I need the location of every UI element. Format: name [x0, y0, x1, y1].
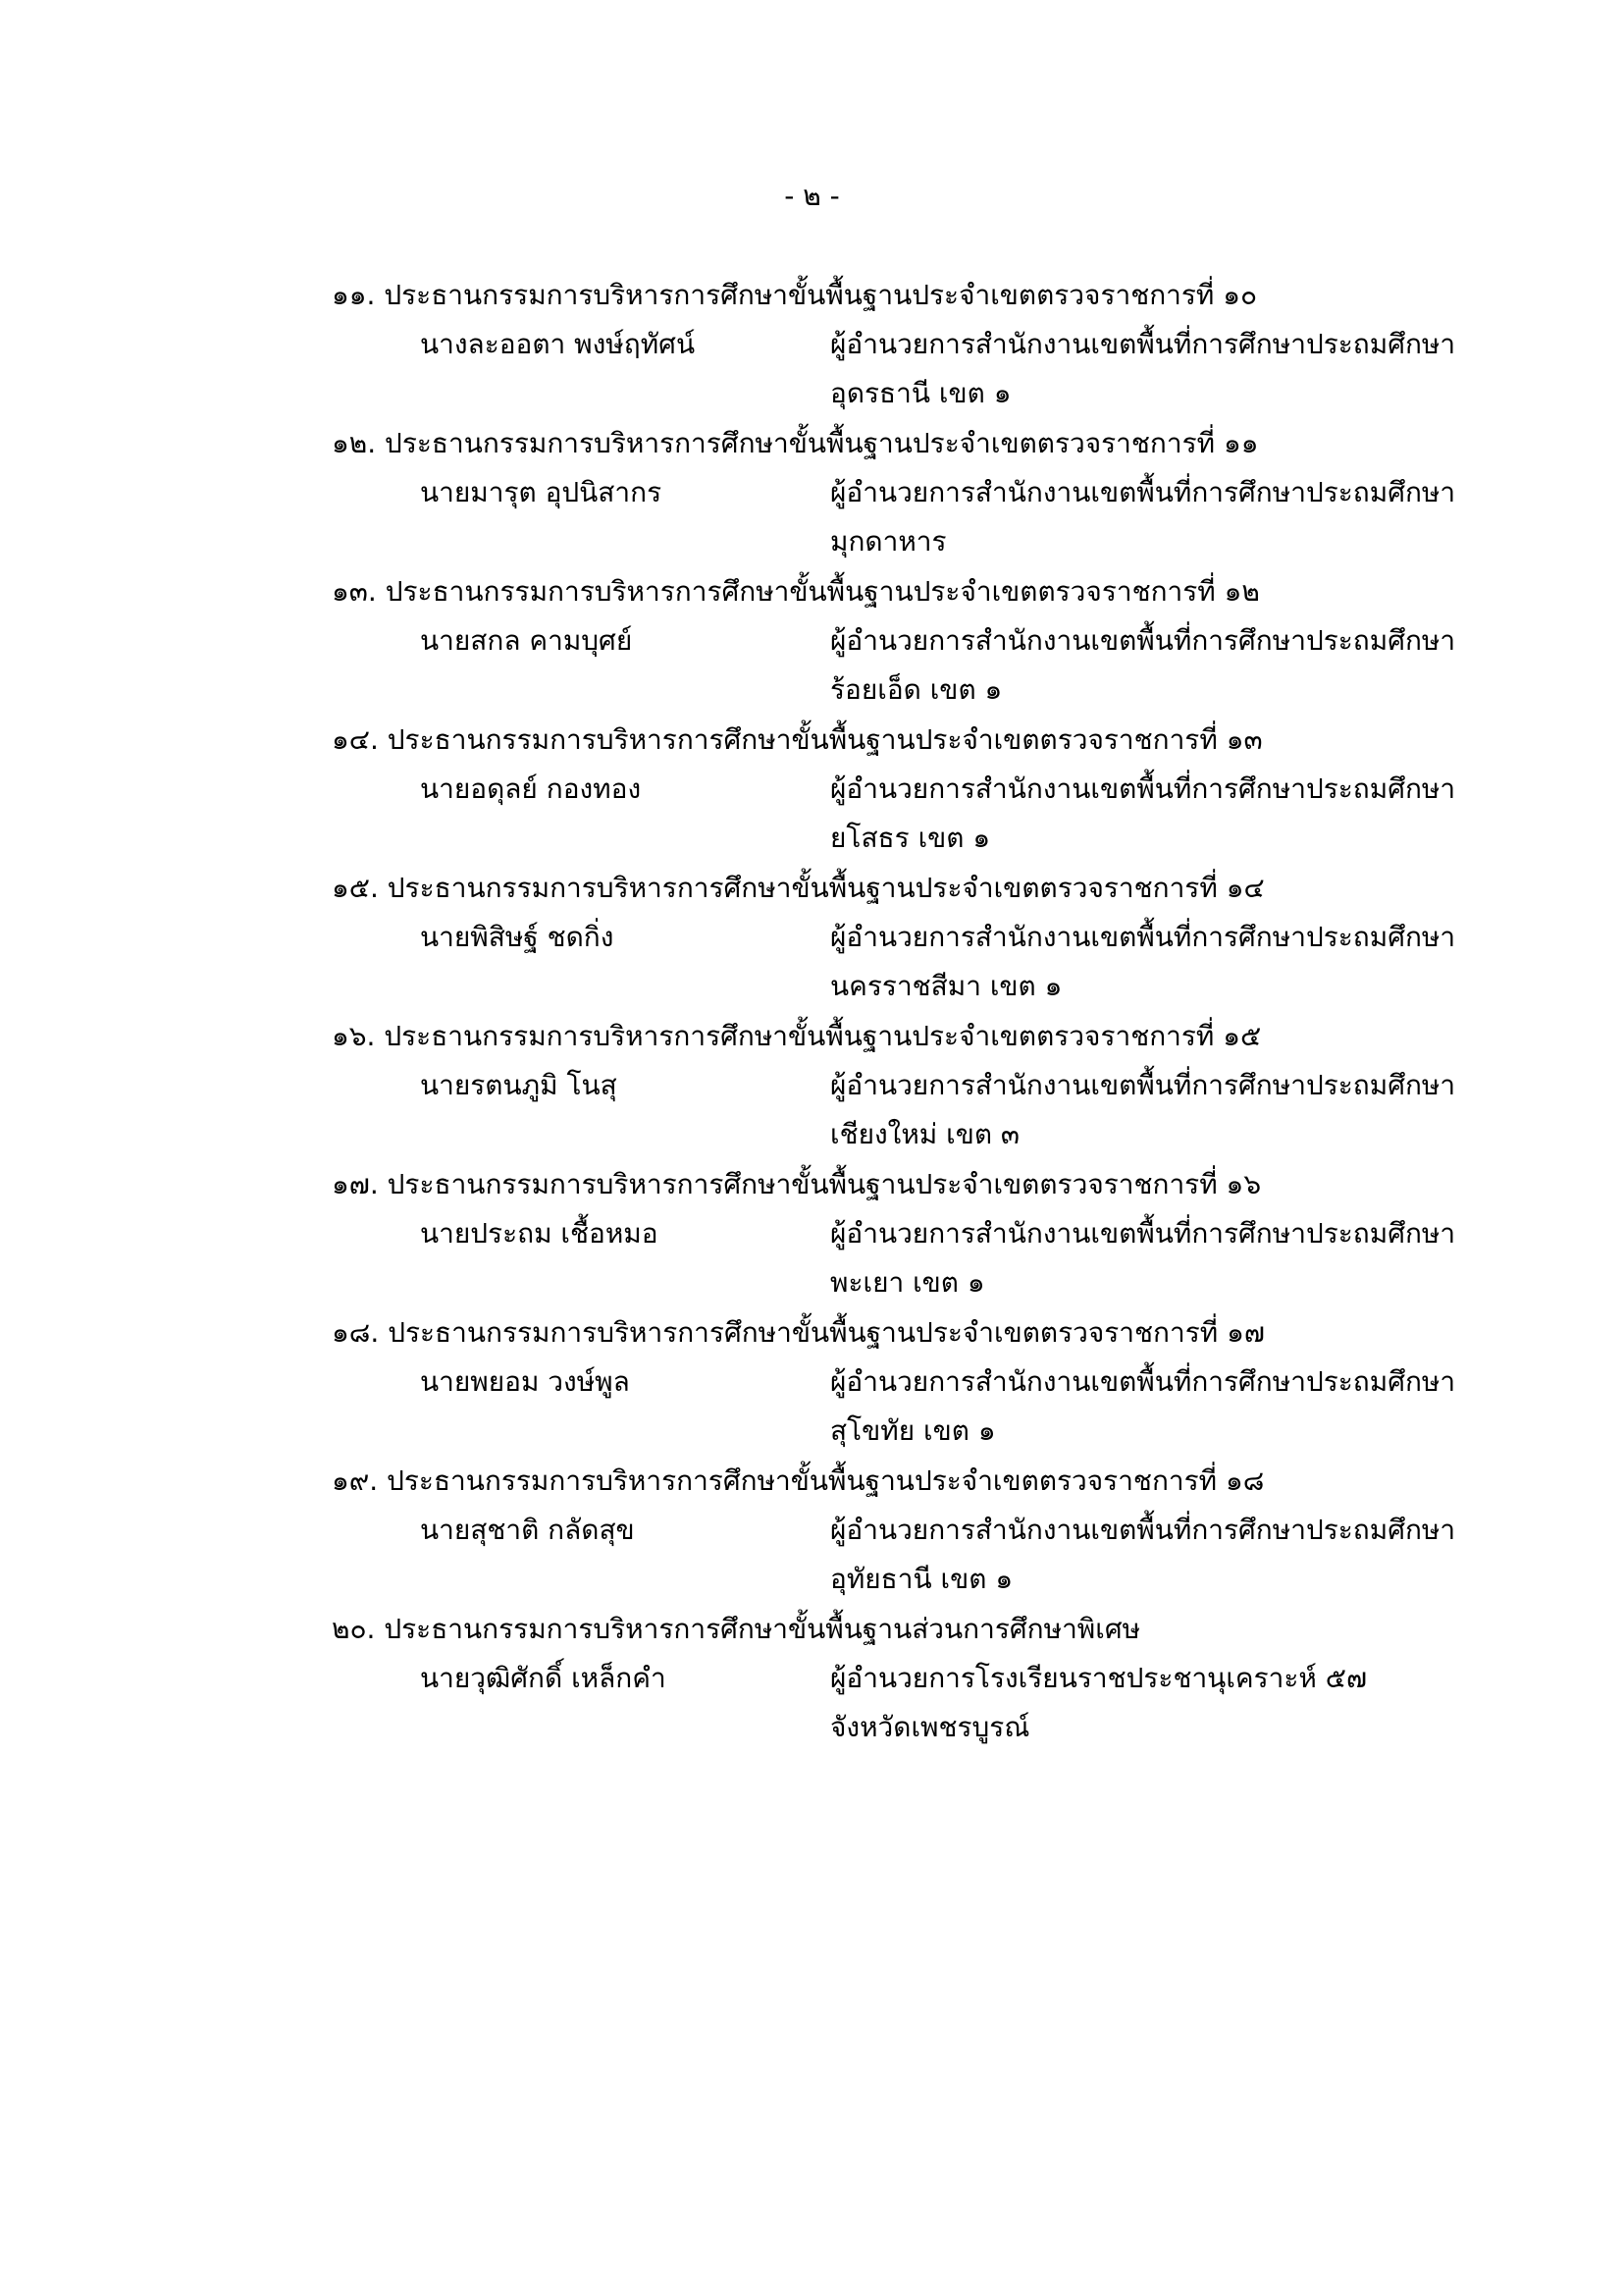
person-name: นางละออตา พงษ์ฤทัศน์ [420, 328, 696, 360]
person-name: นายพยอม วงษ์พูล [420, 1365, 630, 1398]
list-item [332, 716, 1509, 864]
person-position [830, 913, 1497, 1011]
list-item [332, 1457, 1509, 1605]
position-line-1: ผู้อำนวยการสำนักงานเขตพื้นที่การศึกษาประถมศึกษา [830, 1217, 1456, 1250]
person-name: นายมารุต อุปนิสากร [420, 476, 662, 508]
position-line-2: จังหวัดเพชรบูรณ์ [830, 1711, 1030, 1743]
person-name: นายสุชาติ กลัดสุข [420, 1514, 635, 1546]
entry-heading [332, 1160, 1509, 1209]
list-item [332, 271, 1509, 419]
entry-body [332, 1061, 1509, 1160]
entry-heading [332, 716, 1509, 765]
position-line-2: อุดรธานี เขต ๑ [830, 377, 1012, 409]
entry-title: ประธานกรรมการบริหารการศึกษาขั้นพื้นฐานประจำเขตตรวจราชการที่ ๑๖ [387, 1168, 1262, 1200]
entry-title: ประธานกรรมการบริหารการศึกษาขั้นพื้นฐานประจำเขตตรวจราชการที่ ๑๑ [385, 427, 1259, 459]
list-item [332, 864, 1509, 1012]
position-line-1: ผู้อำนวยการสำนักงานเขตพื้นที่การศึกษาประถมศึกษา [830, 1365, 1456, 1398]
entry-title: ประธานกรรมการบริหารการศึกษาขั้นพื้นฐานประจำเขตตรวจราชการที่ ๑๕ [384, 1020, 1262, 1052]
position-line-1: ผู้อำนวยการสำนักงานเขตพื้นที่การศึกษาประถมศึกษา [830, 921, 1456, 953]
entry-number: ๑๑. [332, 279, 376, 311]
entry-heading [332, 1308, 1509, 1357]
entry-title: ประธานกรรมการบริหารการศึกษาขั้นพื้นฐานประจำเขตตรวจราชการที่ ๑๗ [388, 1316, 1265, 1349]
entry-body [332, 320, 1509, 419]
list-item [332, 1012, 1509, 1160]
position-line-1: ผู้อำนวยการสำนักงานเขตพื้นที่การศึกษาประถมศึกษา [830, 1069, 1456, 1101]
entry-number: ๑๗. [332, 1168, 379, 1200]
entry-body [332, 1506, 1509, 1605]
entry-body [332, 765, 1509, 864]
entry-title: ประธานกรรมการบริหารการศึกษาขั้นพื้นฐานประจำเขตตรวจราชการที่ ๑๒ [385, 575, 1260, 608]
entry-heading [332, 419, 1509, 468]
position-line-1: ผู้อำนวยการโรงเรียนราชประชานุเคราะห์ ๕๗ [830, 1662, 1368, 1694]
entry-number: ๑๔. [332, 723, 379, 756]
position-line-2: พะเยา เขต ๑ [830, 1266, 985, 1299]
position-line-1: ผู้อำนวยการสำนักงานเขตพื้นที่การศึกษาประถมศึกษา [830, 476, 1456, 508]
entry-heading [332, 1012, 1509, 1061]
entry-title: ประธานกรรมการบริหารการศึกษาขั้นพื้นฐานประจำเขตตรวจราชการที่ ๑๓ [387, 723, 1263, 756]
entry-number: ๑๘. [332, 1316, 380, 1349]
entry-heading [332, 1605, 1509, 1654]
list-item [332, 1308, 1509, 1457]
position-line-2: ยโสธร เขต ๑ [830, 822, 991, 854]
person-name: นายสกล คามบุศย์ [420, 624, 633, 657]
entry-heading [332, 1457, 1509, 1506]
entry-body [332, 1209, 1509, 1308]
position-line-2: สุโขทัย เขต ๑ [830, 1414, 996, 1447]
position-line-2: ร้อยเอ็ด เขต ๑ [830, 673, 1003, 706]
entry-body [332, 913, 1509, 1012]
person-position [830, 765, 1497, 863]
person-position [830, 1357, 1497, 1456]
entry-heading [332, 864, 1509, 913]
position-line-2: เชียงใหม่ เขต ๓ [830, 1118, 1021, 1150]
entry-heading [332, 567, 1509, 616]
person-position [830, 1209, 1497, 1307]
page-number: - ๒ - [784, 180, 840, 212]
position-line-1: ผู้อำนวยการสำนักงานเขตพื้นที่การศึกษาประถมศึกษา [830, 624, 1456, 657]
list-item [332, 1160, 1509, 1308]
entry-title: ประธานกรรมการบริหารการศึกษาขั้นพื้นฐานส่วนการศึกษาพิเศษ [384, 1613, 1141, 1645]
list-item [332, 567, 1509, 716]
entry-body [332, 1357, 1509, 1457]
person-position [830, 616, 1497, 715]
entry-title: ประธานกรรมการบริหารการศึกษาขั้นพื้นฐานประจำเขตตรวจราชการที่ ๑๔ [387, 872, 1265, 904]
list-item [332, 419, 1509, 567]
position-line-2: อุทัยธานี เขต ๑ [830, 1563, 1014, 1595]
person-name: นายอดุลย์ กองทอง [420, 772, 642, 805]
person-position [830, 1654, 1497, 1752]
entry-heading [332, 271, 1509, 320]
person-position [830, 320, 1497, 418]
person-name: นายพิสิษฐ์ ชดกิ่ง [420, 921, 614, 953]
entry-number: ๑๓. [332, 575, 377, 608]
position-line-1: ผู้อำนวยการสำนักงานเขตพื้นที่การศึกษาประถมศึกษา [830, 772, 1456, 805]
entry-number: ๑๕. [332, 872, 379, 904]
person-name: นายวุฒิศักดิ์ เหล็กคำ [420, 1662, 666, 1694]
person-position [830, 1506, 1497, 1604]
position-line-1: ผู้อำนวยการสำนักงานเขตพื้นที่การศึกษาประถมศึกษา [830, 328, 1456, 360]
entry-number: ๒๐. [332, 1613, 376, 1645]
entry-title: ประธานกรรมการบริหารการศึกษาขั้นพื้นฐานประจำเขตตรวจราชการที่ ๑๘ [387, 1464, 1265, 1497]
entry-list [332, 271, 1509, 1753]
list-item [332, 1605, 1509, 1753]
entry-title: ประธานกรรมการบริหารการศึกษาขั้นพื้นฐานประจำเขตตรวจราชการที่ ๑๐ [384, 279, 1258, 311]
entry-number: ๑๒. [332, 427, 377, 459]
person-name: นายรตนภูมิ โนสุ [420, 1069, 617, 1101]
person-name: นายประถม เชื้อหมอ [420, 1217, 658, 1250]
entry-body [332, 616, 1509, 716]
entry-body [332, 1654, 1509, 1753]
position-line-1: ผู้อำนวยการสำนักงานเขตพื้นที่การศึกษาประถมศึกษา [830, 1514, 1456, 1546]
person-position [830, 1061, 1497, 1159]
entry-number: ๑๙. [332, 1464, 379, 1497]
position-line-2: มุกดาหาร [830, 525, 947, 558]
entry-number: ๑๖. [332, 1020, 376, 1052]
position-line-2: นครราชสีมา เขต ๑ [830, 970, 1063, 1002]
person-position [830, 468, 1497, 566]
entry-body [332, 468, 1509, 567]
